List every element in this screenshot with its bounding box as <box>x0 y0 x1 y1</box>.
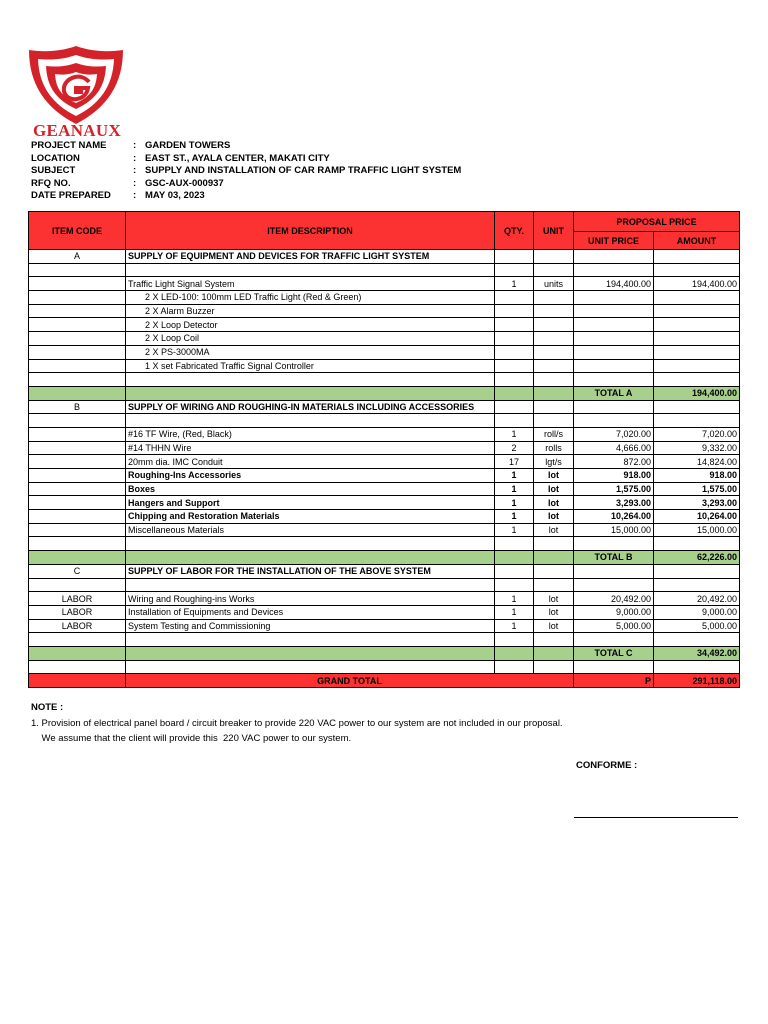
info-label: PROJECT NAME <box>31 140 107 151</box>
item-unit-price <box>574 318 654 332</box>
item-description: 20mm dia. IMC Conduit <box>126 455 495 469</box>
notes-section <box>31 700 563 747</box>
item-amount: 15,000.00 <box>654 523 740 537</box>
item-amount: 5,000.00 <box>654 619 740 633</box>
grand-total-label: GRAND TOTAL <box>126 674 574 688</box>
section-code: C <box>29 564 126 578</box>
item-qty: 1 <box>495 469 534 483</box>
empty-cell <box>29 537 126 551</box>
empty-cell <box>495 537 534 551</box>
table-row <box>29 510 740 524</box>
info-value: GSC-AUX-000937 <box>145 177 224 189</box>
item-code <box>29 510 126 524</box>
subtotal-label: TOTAL C <box>574 646 654 660</box>
grand-total-amount: 291,118.00 <box>654 674 740 688</box>
empty-cell <box>534 373 574 387</box>
item-unit: roll/s <box>534 427 574 441</box>
item-unit: lot <box>534 523 574 537</box>
item-description: Chipping and Restoration Materials <box>126 510 495 524</box>
blank-row <box>29 660 740 674</box>
empty-cell <box>495 400 534 414</box>
item-qty: 1 <box>495 482 534 496</box>
item-unit-price: 872.00 <box>574 455 654 469</box>
shield-logo-icon <box>27 44 125 126</box>
table-row <box>29 455 740 469</box>
header-proposal-price: PROPOSAL PRICE <box>574 212 740 232</box>
item-qty: 1 <box>495 496 534 510</box>
empty-cell <box>654 373 740 387</box>
empty-cell <box>654 633 740 647</box>
blank-row <box>29 578 740 592</box>
blank-row <box>29 633 740 647</box>
item-description: 1 X set Fabricated Traffic Signal Controller <box>126 359 495 373</box>
empty-cell <box>29 578 126 592</box>
header-qty: QTY. <box>495 212 534 250</box>
item-code <box>29 523 126 537</box>
grand-total-currency: P <box>574 674 654 688</box>
empty-cell <box>574 263 654 277</box>
item-code <box>29 318 126 332</box>
empty-cell <box>534 551 574 565</box>
item-code <box>29 469 126 483</box>
notes-heading: NOTE : <box>31 702 64 713</box>
empty-cell <box>574 633 654 647</box>
subtotal-amount: 194,400.00 <box>654 386 740 400</box>
empty-cell <box>574 400 654 414</box>
item-description: 2 X Alarm Buzzer <box>126 304 495 318</box>
item-description: Boxes <box>126 482 495 496</box>
item-unit: lot <box>534 592 574 606</box>
table-row <box>29 277 740 291</box>
blank-row <box>29 414 740 428</box>
item-qty <box>495 304 534 318</box>
empty-cell <box>126 646 495 660</box>
item-unit <box>534 345 574 359</box>
item-code <box>29 359 126 373</box>
empty-cell <box>654 400 740 414</box>
item-amount: 14,824.00 <box>654 455 740 469</box>
item-unit: units <box>534 277 574 291</box>
item-amount <box>654 291 740 305</box>
empty-cell <box>534 386 574 400</box>
item-unit-price <box>574 291 654 305</box>
empty-cell <box>495 646 534 660</box>
table-row <box>29 291 740 305</box>
info-value: GARDEN TOWERS <box>145 140 231 151</box>
item-unit-price: 4,666.00 <box>574 441 654 455</box>
note-line: 1. Provision of electrical panel board / circuit breaker to provide 220 VAC power to our system are not included in our proposal. <box>31 717 563 729</box>
section-code: B <box>29 400 126 414</box>
empty-cell <box>126 660 495 674</box>
subtotal-row <box>29 646 740 660</box>
item-unit <box>534 332 574 346</box>
item-qty <box>495 359 534 373</box>
empty-cell <box>534 414 574 428</box>
empty-cell <box>495 660 534 674</box>
item-code <box>29 332 126 346</box>
item-description: Wiring and Roughing-ins Works <box>126 592 495 606</box>
item-unit: lot <box>534 469 574 483</box>
item-description: Roughing-Ins Accessories <box>126 469 495 483</box>
item-qty <box>495 345 534 359</box>
table-row <box>29 441 740 455</box>
item-amount <box>654 359 740 373</box>
empty-cell <box>126 373 495 387</box>
empty-cell <box>534 578 574 592</box>
project-info <box>31 140 461 203</box>
item-amount: 10,264.00 <box>654 510 740 524</box>
empty-cell <box>574 414 654 428</box>
table-row <box>29 304 740 318</box>
item-code <box>29 345 126 359</box>
empty-cell <box>495 386 534 400</box>
info-value: EAST ST., AYALA CENTER, MAKATI CITY <box>145 152 330 164</box>
empty-cell <box>574 578 654 592</box>
info-row-date-prepared: DATE PREPARED : MAY 03, 2023 <box>31 190 205 202</box>
item-description: 2 X PS-3000MA <box>126 345 495 359</box>
table-row <box>29 318 740 332</box>
empty-cell <box>534 633 574 647</box>
item-unit-price: 7,020.00 <box>574 427 654 441</box>
item-unit-price <box>574 332 654 346</box>
item-unit-price: 194,400.00 <box>574 277 654 291</box>
item-unit-price: 20,492.00 <box>574 592 654 606</box>
section-title: SUPPLY OF WIRING AND ROUGHING-IN MATERIALS INCLUDING ACCESSORIES <box>126 400 495 414</box>
signature-line <box>574 817 738 818</box>
empty-cell <box>495 551 534 565</box>
item-qty: 1 <box>495 523 534 537</box>
empty-cell <box>126 578 495 592</box>
conforme-label: CONFORME : <box>576 760 638 771</box>
item-qty: 1 <box>495 277 534 291</box>
item-unit <box>534 318 574 332</box>
empty-cell <box>495 373 534 387</box>
item-qty: 2 <box>495 441 534 455</box>
empty-cell <box>495 564 534 578</box>
item-code <box>29 304 126 318</box>
empty-cell <box>654 660 740 674</box>
empty-cell <box>29 674 126 688</box>
item-unit: rolls <box>534 441 574 455</box>
empty-cell <box>495 578 534 592</box>
subtotal-row <box>29 551 740 565</box>
item-qty <box>495 318 534 332</box>
item-code: LABOR <box>29 619 126 633</box>
item-qty: 1 <box>495 427 534 441</box>
table-row <box>29 427 740 441</box>
item-unit-price: 15,000.00 <box>574 523 654 537</box>
item-code <box>29 455 126 469</box>
empty-cell <box>574 250 654 264</box>
info-row-subject: SUBJECT : SUPPLY AND INSTALLATION OF CAR RAMP TRAFFIC LIGHT SYSTEM <box>31 165 462 177</box>
item-amount <box>654 345 740 359</box>
section-title: SUPPLY OF LABOR FOR THE INSTALLATION OF THE ABOVE SYSTEM <box>126 564 495 578</box>
item-qty: 1 <box>495 619 534 633</box>
grand-total-row <box>29 674 740 688</box>
header-item-description: ITEM DESCRIPTION <box>126 212 495 250</box>
info-value: SUPPLY AND INSTALLATION OF CAR RAMP TRAFFIC LIGHT SYSTEM <box>145 165 462 177</box>
info-label: LOCATION <box>31 152 80 164</box>
item-unit-price <box>574 359 654 373</box>
empty-cell <box>29 263 126 277</box>
item-qty <box>495 291 534 305</box>
empty-cell <box>126 414 495 428</box>
item-unit-price: 1,575.00 <box>574 482 654 496</box>
item-description: Installation of Equipments and Devices <box>126 605 495 619</box>
item-unit-price <box>574 304 654 318</box>
item-unit <box>534 359 574 373</box>
item-amount <box>654 318 740 332</box>
item-code <box>29 427 126 441</box>
table-row <box>29 359 740 373</box>
empty-cell <box>574 373 654 387</box>
item-amount: 3,293.00 <box>654 496 740 510</box>
item-unit: lot <box>534 605 574 619</box>
table-row <box>29 469 740 483</box>
empty-cell <box>29 373 126 387</box>
item-description: Miscellaneous Materials <box>126 523 495 537</box>
item-amount: 9,000.00 <box>654 605 740 619</box>
item-description: #16 TF Wire, (Red, Black) <box>126 427 495 441</box>
item-code: LABOR <box>29 592 126 606</box>
item-qty: 17 <box>495 455 534 469</box>
subtotal-amount: 62,226.00 <box>654 551 740 565</box>
item-amount: 7,020.00 <box>654 427 740 441</box>
item-description: System Testing and Commissioning <box>126 619 495 633</box>
empty-cell <box>534 537 574 551</box>
empty-cell <box>495 250 534 264</box>
subtotal-row <box>29 386 740 400</box>
item-qty: 1 <box>495 605 534 619</box>
empty-cell <box>29 386 126 400</box>
item-qty <box>495 332 534 346</box>
section-row <box>29 250 740 264</box>
company-name: GEANAUX <box>32 121 122 140</box>
empty-cell <box>574 660 654 674</box>
header-item-code: ITEM CODE <box>29 212 126 250</box>
item-amount <box>654 304 740 318</box>
empty-cell <box>495 414 534 428</box>
item-code <box>29 277 126 291</box>
empty-cell <box>654 263 740 277</box>
blank-row <box>29 373 740 387</box>
empty-cell <box>654 564 740 578</box>
item-code <box>29 496 126 510</box>
empty-cell <box>29 551 126 565</box>
blank-row <box>29 537 740 551</box>
table-row <box>29 482 740 496</box>
proposal-table <box>28 211 740 688</box>
empty-cell <box>654 537 740 551</box>
empty-cell <box>29 660 126 674</box>
empty-cell <box>534 646 574 660</box>
item-unit-price: 3,293.00 <box>574 496 654 510</box>
item-qty: 1 <box>495 510 534 524</box>
item-description: 2 X Loop Coil <box>126 332 495 346</box>
note-line: We assume that the client will provide this 220 VAC power to our system. <box>31 733 352 744</box>
header-amount: AMOUNT <box>654 232 740 250</box>
info-value: MAY 03, 2023 <box>145 190 205 202</box>
item-amount: 20,492.00 <box>654 592 740 606</box>
item-unit: lot <box>534 619 574 633</box>
item-amount: 918.00 <box>654 469 740 483</box>
subtotal-label: TOTAL A <box>574 386 654 400</box>
empty-cell <box>534 400 574 414</box>
section-row <box>29 564 740 578</box>
empty-cell <box>126 633 495 647</box>
item-amount: 1,575.00 <box>654 482 740 496</box>
empty-cell <box>534 250 574 264</box>
empty-cell <box>126 263 495 277</box>
item-description: Traffic Light Signal System <box>126 277 495 291</box>
table-row <box>29 619 740 633</box>
table-row <box>29 345 740 359</box>
empty-cell <box>126 551 495 565</box>
blank-row <box>29 263 740 277</box>
item-qty: 1 <box>495 592 534 606</box>
item-description: 2 X LED-100: 100mm LED Traffic Light (Red & Green) <box>126 291 495 305</box>
empty-cell <box>654 414 740 428</box>
empty-cell <box>29 414 126 428</box>
item-code: LABOR <box>29 605 126 619</box>
item-unit: lot <box>534 482 574 496</box>
empty-cell <box>534 660 574 674</box>
empty-cell <box>654 250 740 264</box>
item-code <box>29 482 126 496</box>
item-code <box>29 291 126 305</box>
item-unit: lgt/s <box>534 455 574 469</box>
empty-cell <box>574 564 654 578</box>
item-unit-price: 9,000.00 <box>574 605 654 619</box>
item-unit: lot <box>534 496 574 510</box>
item-amount <box>654 332 740 346</box>
section-title: SUPPLY OF EQUIPMENT AND DEVICES FOR TRAFFIC LIGHT SYSTEM <box>126 250 495 264</box>
info-label: SUBJECT <box>31 165 76 177</box>
section-code: A <box>29 250 126 264</box>
info-row-project-name: PROJECT NAME : GARDEN TOWERS <box>31 140 231 151</box>
table-row <box>29 332 740 346</box>
empty-cell <box>534 564 574 578</box>
empty-cell <box>654 578 740 592</box>
info-row-location: LOCATION : EAST ST., AYALA CENTER, MAKATI CITY <box>31 152 330 164</box>
empty-cell <box>574 537 654 551</box>
item-amount: 9,332.00 <box>654 441 740 455</box>
empty-cell <box>126 537 495 551</box>
table-row <box>29 523 740 537</box>
empty-cell <box>29 633 126 647</box>
section-row <box>29 400 740 414</box>
item-unit <box>534 304 574 318</box>
item-unit-price: 10,264.00 <box>574 510 654 524</box>
table-row <box>29 605 740 619</box>
item-description: #14 THHN Wire <box>126 441 495 455</box>
header-unit-price: UNIT PRICE <box>574 232 654 250</box>
item-unit: lot <box>534 510 574 524</box>
table-body <box>29 250 740 688</box>
item-unit-price: 5,000.00 <box>574 619 654 633</box>
empty-cell <box>495 263 534 277</box>
item-description: Hangers and Support <box>126 496 495 510</box>
subtotal-amount: 34,492.00 <box>654 646 740 660</box>
item-unit-price: 918.00 <box>574 469 654 483</box>
item-description: 2 X Loop Detector <box>126 318 495 332</box>
item-amount: 194,400.00 <box>654 277 740 291</box>
item-unit-price <box>574 345 654 359</box>
empty-cell <box>126 386 495 400</box>
info-row-rfq-no: RFQ NO. : GSC-AUX-000937 <box>31 177 224 189</box>
empty-cell <box>534 263 574 277</box>
table-row <box>29 592 740 606</box>
empty-cell <box>29 646 126 660</box>
info-label: RFQ NO. <box>31 177 71 189</box>
empty-cell <box>495 633 534 647</box>
table-row <box>29 496 740 510</box>
item-code <box>29 441 126 455</box>
item-unit <box>534 291 574 305</box>
header-unit: UNIT <box>534 212 574 250</box>
subtotal-label: TOTAL B <box>574 551 654 565</box>
info-label: DATE PREPARED <box>31 190 111 202</box>
